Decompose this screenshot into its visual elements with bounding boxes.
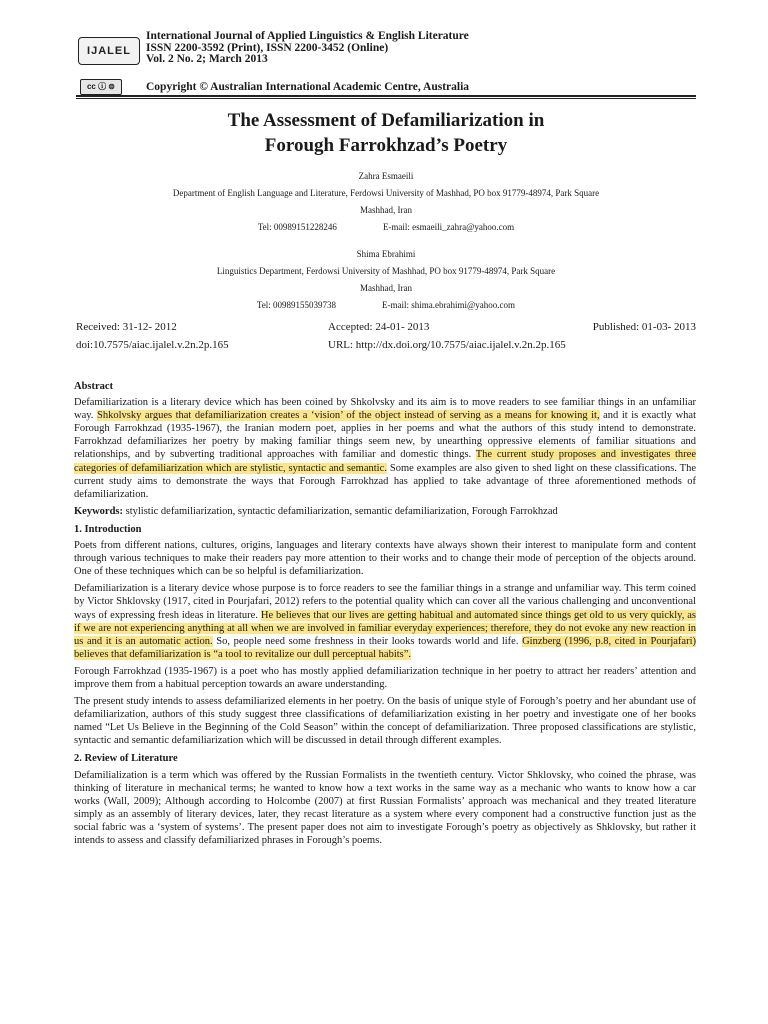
header-divider-thin [76, 98, 696, 99]
article-body [74, 375, 696, 851]
title-line-1: The Assessment of Defamiliarization in [227, 110, 545, 131]
highlight: Shkolvsky argues that defamiliarization creates a ‘vision’ of the object instead of serving as a means for knowing it, [96, 410, 600, 422]
doi-url-link[interactable]: URL: http://dx.doi.org/10.7575/aiac.ijalel.v.2n.2p.165 [328, 339, 566, 351]
received-date: Received: 31-12- 2012 [76, 321, 177, 333]
abstract-heading: Abstract [74, 381, 114, 392]
creative-commons-icon: cc ⓘ ⊜ [80, 79, 122, 95]
author-block [76, 168, 696, 314]
author-affiliation: Linguistics Department, Ferdowsi University of Mashhad, PO box 91779-48974, Park Square [216, 266, 556, 276]
header-divider [76, 95, 696, 97]
paper-title [76, 108, 696, 158]
logo-text: IJALEL [87, 45, 131, 57]
paragraph: Forough Farrokhzad (1935-1967) is a poet who has mostly applied defamiliarization technique in her poetry to attract her readers’ attention and improve them from a habitual perception towards an aware understanding. [74, 665, 696, 690]
review-heading: 2. Review of Literature [74, 753, 178, 765]
journal-info [146, 31, 469, 66]
keywords-label: Keywords: [74, 505, 123, 517]
highlight: The current study proposes and investigates three categories of defamiliarization which are stylistic, syntactic and semantic. [74, 449, 697, 474]
author-email[interactable]: E-mail: shima.ebrahimi@yahoo.com [382, 300, 516, 310]
author-contact [76, 297, 696, 314]
author-phone: Tel: 00989155039738 [256, 300, 337, 310]
copyright-notice: Copyright © Australian International Academic Centre, Australia [146, 81, 470, 93]
paragraph: The present study intends to assess defamiliarized elements in her poetry. On the basis of unique style of Forough’s poetry and her abundant use of defamiliarization, authors of this study suggest three classifications of defamiliarization existing in her poetry and investigate one of her books named “Let Us Believe in the Beginning of the Cold Season” within the concept of defamiliarization. Three proposed classifications are stylistic, syntactic and semantic defamiliarization which will be discussed in detail through different examples. [74, 696, 696, 747]
doi[interactable]: doi:10.7575/aiac.ijalel.v.2n.2p.165 [76, 339, 229, 351]
author-name: Zahra Esmaeili [358, 171, 414, 181]
journal-name: International Journal of Applied Linguistics & English Literature [146, 30, 469, 42]
author-contact [76, 219, 696, 236]
author-name: Shima Ebrahimi [356, 249, 416, 259]
author-city: Mashhad, Iran [360, 283, 412, 293]
title-line-2: Forough Farrokhzad’s Poetry [264, 135, 508, 156]
accepted-date: Accepted: 24-01- 2013 [328, 321, 430, 333]
paragraph: Defamilialization is a term which was offered by the Russian Formalists in the twentieth century. Victor Shklovsky, who coined the phrase, was thinking of literature in mechanical terms; he wanted to know how a text works in the same way as a mechanic who wants to know how a car works (Wall, 2009); Although according to Holcombe (2007) at first Russian Formalists’ approach was mechanical and they treated literature simply as an assembly of literary devices, later, they recast literature as a system where every component had a constructive function just as the social fabric was a ‘system of systems’. The present paper does not aim to investigate Forough’s poetry as objectively as Shklovsky, but rather it intends to assess and classify defamiliarized phrases in Forough’s poems. [74, 769, 696, 846]
introduction-heading: 1. Introduction [74, 523, 142, 535]
author-city: Mashhad, Iran [360, 205, 412, 215]
journal-issn: ISSN 2200-3592 (Print), ISSN 2200-3452 (Online) [146, 41, 389, 54]
author-email[interactable]: E-mail: esmaeili_zahra@yahoo.com [382, 222, 515, 232]
journal-volume: Vol. 2 No. 2; March 2013 [146, 53, 268, 65]
published-date: Published: 01-03- 2013 [592, 321, 696, 333]
paragraph: Defamiliarization is a literary device whose purpose is to force readers to see the familiar things in a strange and unfamiliar way. This term coined by Victor Shklovsky (1917, cited in Pourjafari, 2012) refers to the potential quality which can cover all the various challenging and unconventional ways of expressing fresh ideas in literature. He believes that our lives are getting habitual and automated since things get old to us very quickly, as if we are not experiencing anything at all when we are involved in familiar everyday experiences; therefore, they do not evoke any new reaction in us and it is an automatic action. So, people need some freshness in their looks towards world and life. Ginzberg (1996, p.8, cited in Pourjafari) believes that defamiliarization is “a tool to revitalize our dull perceptual habits”. [74, 583, 696, 660]
paragraph: Poets from different nations, cultures, origins, languages and literary contexts have always shown their interest to manipulate form and content through various techniques to make their readers pay more attention to their works and to change their mode of perception of the objects around. One of these techniques which can be so helpful is defamiliarization. [74, 540, 696, 578]
author-phone: Tel: 00989151228246 [257, 222, 337, 232]
highlight: He believes that our lives are getting habitual and automated since things get old to us very quickly, as if we are not experiencing anything at all when we are involved in familiar everyday experiences; therefore, they do not evoke any new reaction in us and it is an automatic action. [74, 609, 696, 647]
keywords: Keywords: stylistic defamiliarization, syntactic defamiliarization, semantic defamiliarization, Forough Farrokhzad [74, 505, 558, 517]
highlight: Ginzberg (1996, p.8, cited in Pourjafari) believes that defamiliarization is “a tool to revitalize our dull perceptual habits”. [74, 635, 696, 660]
publication-dates [76, 318, 696, 354]
journal-logo [78, 37, 140, 65]
author-affiliation: Department of English Language and Literature, Ferdowsi University of Mashhad, PO box 91779-48974, Park Square [172, 188, 600, 198]
journal-header [76, 31, 696, 97]
abstract-text: Defamiliarization is a literary device which has been coined by Shkolvsky and its aim is to move readers to see familiar things in an unfamiliar way. Shkolvsky argues that defamiliarization creates a ‘vision’ of the object instead of serving as a means for knowing it, and it is exactly what Forough Farrokhzad (1935-1967), the Iranian modern poet, applies in her poems and what the authors of this study intend to demonstrate. Farrokhzad defamiliarizes her poetry by making familiar things seem new, by unearthing oppressive elements of familiar situations and relationships, and by subverting traditional approaches with familiar and domestic things. The current study proposes and investigates three categories of defamiliarization which are stylistic, syntactic and semantic. Some examples are also given to shed light on these classifications. The current study aims to demonstrate the ways that Forough Farrokhzad has applied to take advantage of three aforementioned methods of defamiliarization. [74, 397, 697, 500]
